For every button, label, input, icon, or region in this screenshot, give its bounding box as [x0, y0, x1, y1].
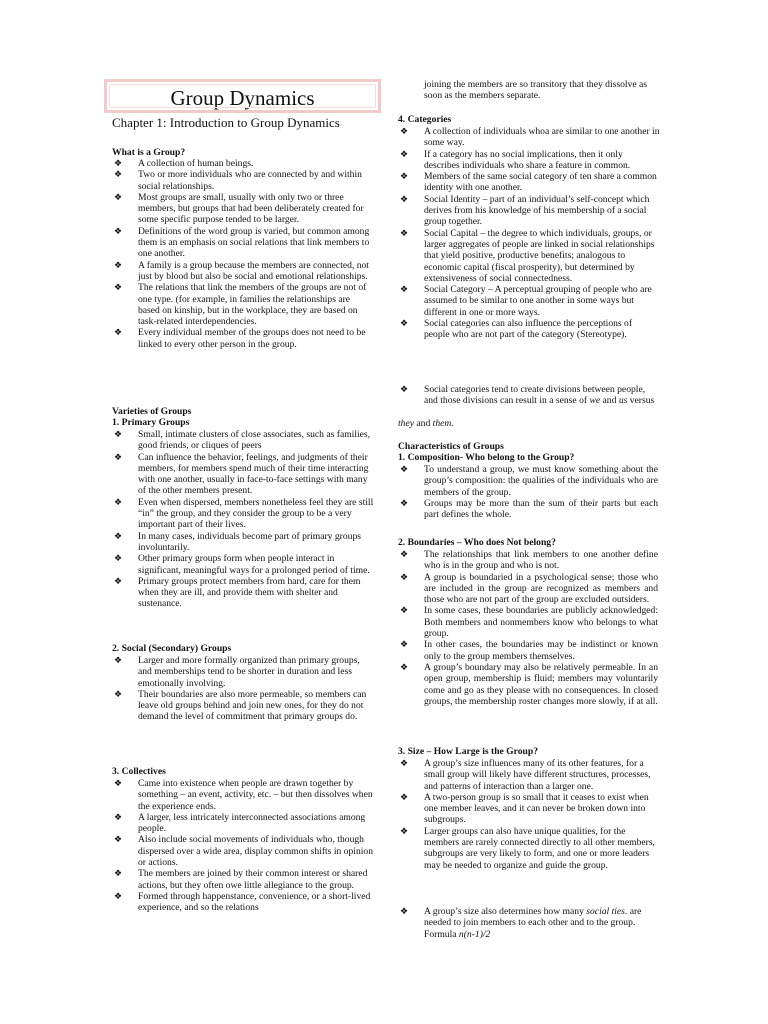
list-item-text: In some cases, these boundaries are publicly acknowledged: Both members and nonmembers know who belongs to what group.	[424, 605, 658, 640]
bullet-icon: ❖	[400, 464, 409, 474]
bullet-icon: ❖	[114, 890, 123, 901]
bullet-icon: ❖	[114, 575, 123, 586]
bullet-icon: ❖	[114, 496, 123, 507]
list-item	[398, 792, 660, 826]
list-item-text: Primary groups protect members from hard, care for them when they are ill, and provide them with shelter and sustenance.	[138, 575, 361, 610]
bullet-icon: ❖	[400, 227, 409, 238]
list-item-text: Larger groups can also have unique qualities, for the members are rarely connected directly to all other members, subgroups are very likely to form, and one or more leaders may be needed to organize and guide the group.	[424, 825, 655, 871]
bullet-icon: ❖	[400, 639, 409, 650]
varieties-heading: Varieties of Groups	[112, 406, 192, 417]
primary-list	[112, 429, 374, 610]
list-item-text: Two or more individuals who are connected by and within social relationships.	[138, 169, 362, 192]
bullet-icon: ❖	[114, 259, 123, 270]
bullet-icon: ❖	[400, 791, 409, 802]
them-text: them.	[432, 418, 454, 429]
list-item	[112, 576, 374, 610]
bullet-icon: ❖	[400, 497, 409, 508]
categories-list	[398, 126, 660, 341]
bullet-icon: ❖	[114, 225, 123, 236]
list-item	[398, 639, 658, 662]
list-item-text: Also include social movements of individuals who, though dispersed over a wide area, display common shifts in opinion or actions.	[138, 834, 373, 869]
list-item-text: Groups may be more than the sum of their parts but each part defines the whole.	[424, 497, 658, 521]
list-item-text: Can influence the behavior, feelings, and judgments of their members, for members spend much of their time interacting with one another, usually in face-to-face settings with many of the other members present.	[138, 451, 369, 497]
composition-heading: 1. Composition- Who belong to the Group?	[398, 452, 575, 463]
bullet-icon: ❖	[114, 451, 123, 462]
bullet-icon: ❖	[114, 811, 123, 822]
list-item	[398, 498, 658, 521]
what-list	[112, 158, 374, 350]
list-item-text: A larger, less intricately interconnected associations among people.	[138, 811, 366, 835]
characteristics-heading: Characteristics of Groups	[398, 441, 504, 452]
bullet-icon: ❖	[114, 327, 123, 338]
bullet-icon: ❖	[114, 553, 123, 564]
list-item-text: A group’s size influences many of its other features, for a small group will likely have different structures, processes, and patterns of interaction than a larger one.	[424, 758, 651, 792]
list-item-text-cont: . are needed to join members to each other and to the group. Formula	[424, 906, 642, 940]
bullet-icon: ❖	[114, 778, 123, 788]
boundaries-list	[398, 549, 658, 707]
bullet-icon: ❖	[400, 825, 409, 836]
bullet-icon: ❖	[400, 318, 409, 329]
list-item	[112, 689, 374, 723]
boundaries-heading: 2. Boundaries – Who does Not belong?	[398, 537, 556, 548]
list-item-text: Came into existence when people are drawn together by something – an event, activity, etc. – but then dissolves when the experience ends.	[138, 778, 373, 812]
bullet-icon: ❖	[400, 661, 409, 672]
bullet-icon: ❖	[114, 868, 123, 879]
list-item	[398, 572, 658, 606]
list-item	[398, 194, 660, 228]
list-item	[112, 192, 374, 226]
list-item-text: If a category has no social implications, then it only describes individuals who share a feature in common.	[424, 148, 631, 171]
categories-last	[398, 384, 660, 407]
list-item	[112, 891, 374, 914]
list-item	[112, 260, 374, 283]
list-item-text: The relationships that link members to one another define who is in the group and who is not.	[424, 549, 658, 572]
list-item	[398, 549, 658, 572]
they-them-line	[398, 418, 660, 429]
list-item-text: The members are joined by their common interest or shared actions, but they often owe little allegiance to the group.	[138, 868, 368, 891]
list-item	[112, 812, 374, 835]
bullet-icon: ❖	[114, 834, 123, 845]
and-text: and	[416, 418, 431, 429]
list-item	[398, 906, 660, 940]
collectives-list	[112, 778, 374, 914]
list-item-text: Definitions of the word group is varied, but common among them is an emphasis on social relations that link members to one another.	[138, 225, 370, 260]
what-heading: What is a Group?	[112, 147, 186, 158]
list-item-text: In many cases, individuals become part of primary groups involuntarily.	[138, 530, 361, 553]
list-item-text: A collection of individuals whoa are similar to one another in some way.	[424, 126, 660, 149]
bullet-icon: ❖	[114, 169, 123, 180]
bullet-icon: ❖	[400, 193, 409, 204]
bullet-icon: ❖	[400, 384, 409, 394]
bullet-icon: ❖	[400, 284, 409, 295]
list-item	[398, 758, 660, 792]
list-item	[398, 464, 658, 498]
social-ties-text: social ties	[586, 906, 625, 917]
list-item-text: A group’s boundary may also be relatively permeable. In an open group, membership is fluid; members may voluntarily come and go as they please with no consequences. In closed groups, the membership roster changes more slowly, if at all.	[424, 661, 658, 707]
formula-text: n(n-1)/2	[458, 928, 491, 940]
size-list	[398, 758, 660, 871]
categories-heading: 4. Categories	[398, 114, 452, 125]
list-item-text: Members of the same social category of ten share a common identity with one another.	[424, 171, 657, 194]
list-item-text: In other cases, the boundaries may be indistinct or known only to the group members themselves.	[424, 639, 658, 662]
list-item	[398, 605, 658, 639]
list-item	[112, 429, 374, 452]
and-text: and	[602, 395, 617, 407]
list-item-text: Social categories can also influence the perceptions of people who are not part of the category (Stereotype).	[424, 318, 633, 341]
list-item	[112, 868, 374, 891]
list-item-text: A group’s size also determines how many	[424, 906, 584, 917]
bullet-icon: ❖	[400, 758, 409, 768]
list-item-text: To understand a group, we must know something about the group’s composition: the qualities of the individuals who are members of the group.	[424, 464, 658, 498]
bullet-icon: ❖	[114, 282, 123, 293]
list-item	[398, 662, 658, 707]
bullet-icon: ❖	[114, 655, 123, 665]
list-item-text: Social Category – A perceptual grouping of people who are assumed to be similar to one another in some ways but different in one or more ways.	[424, 284, 652, 318]
social-heading: 2. Social (Secondary) Groups	[112, 643, 232, 654]
composition-list	[398, 464, 658, 520]
list-item	[112, 497, 374, 531]
page-title: Group Dynamics	[170, 86, 315, 110]
bullet-icon: ❖	[400, 148, 409, 159]
social-list	[112, 655, 374, 723]
list-item	[398, 284, 660, 318]
list-item	[398, 171, 660, 194]
list-item	[112, 226, 374, 260]
bullet-icon: ❖	[400, 549, 409, 559]
list-item	[398, 384, 660, 407]
list-item	[112, 655, 374, 689]
title-box	[104, 79, 381, 113]
chapter-heading: Chapter 1: Introduction to Group Dynamics	[112, 115, 340, 130]
they-text: they	[398, 418, 414, 429]
bullet-icon: ❖	[400, 126, 409, 136]
list-item-text: Their boundaries are also more permeable, so members can leave old groups behind and join new ones, for they do not demand the level of commitment that primary groups do.	[138, 688, 367, 723]
continuation-text: joining the members are so transitory that they dissolve as soon as the members separate.	[424, 79, 648, 102]
list-item-text: A family is a group because the members are connected, not just by blood but also be social and emotional relationships.	[138, 259, 369, 282]
list-item-text: Social categories tend to create divisions between people, and those divisions can result in a sense of	[424, 384, 646, 407]
list-item-text: Larger and more formally organized than primary groups, and memberships tend to be shorter in duration and less emotionally involving.	[138, 655, 360, 689]
list-item-text: Other primary groups form when people interact in significant, meaningful ways for a prolonged period of time.	[138, 553, 370, 576]
list-item-text: Even when dispersed, members nonetheless feel they are still “in” the group, and they consider the group to be a very important part of their lives.	[138, 496, 374, 531]
bullet-icon: ❖	[114, 429, 123, 439]
list-item	[112, 282, 374, 327]
list-item-text: Small, intimate clusters of close associates, such as families, good friends, or cliques of peers	[138, 429, 371, 452]
bullet-icon: ❖	[400, 605, 409, 616]
list-item	[112, 778, 374, 812]
size-last	[398, 906, 660, 940]
list-item	[112, 158, 374, 169]
bullet-icon: ❖	[114, 530, 123, 541]
bullet-icon: ❖	[400, 571, 409, 582]
list-item	[112, 531, 374, 554]
list-item-text: A group is boundaried in a psychological sense; those who are included in the group are recognized as members and those who are not part of the group are excluded outsiders.	[424, 571, 658, 606]
list-item	[112, 327, 374, 350]
bullet-icon: ❖	[114, 158, 123, 168]
list-item	[398, 826, 660, 871]
list-item-text: Every individual member of the groups does not need to be linked to every other person in the group.	[138, 327, 366, 350]
list-item-text: Social Capital – the degree to which individuals, groups, or larger aggregates of people are linked in social relationships that yield positive, productive benefits; analogous to economic capital (fiscal prosperity), but determined by extensiveness of social connectedness.	[424, 227, 655, 284]
list-item	[112, 834, 374, 868]
us-text: us	[618, 395, 628, 407]
bullet-icon: ❖	[400, 906, 409, 916]
list-item-text: The relations that link the members of the groups are not of one type. (for example, in families the relationships are based on kinship, but in the workplace, they are based on task-related interdependencies.	[138, 282, 367, 328]
list-item	[398, 149, 660, 172]
we-text: we	[589, 395, 601, 407]
bullet-icon: ❖	[114, 191, 123, 202]
versus-text: versus	[629, 395, 655, 407]
list-item	[112, 553, 374, 576]
bullet-icon: ❖	[400, 171, 409, 182]
list-item-text: Most groups are small, usually with only two or three members, but groups that had been deliberately created for some specific purpose tended to be larger.	[138, 191, 364, 226]
bullet-icon: ❖	[114, 688, 123, 699]
list-item-text: A two-person group is so small that it ceases to exist when one member leaves, and it can never be broken down into subgroups.	[424, 791, 649, 826]
list-item	[398, 318, 660, 341]
list-item	[112, 452, 374, 497]
list-item-text: Formed through happenstance, convenience, or a short-lived experience, and so the relations	[138, 890, 371, 914]
list-item-text: Social Identity – part of an individual’s self-concept which derives from his knowledge of his membership of a social group together.	[424, 193, 650, 228]
primary-heading: 1. Primary Groups	[112, 417, 190, 428]
collectives-heading: 3. Collectives	[112, 766, 166, 777]
list-item	[112, 169, 374, 192]
size-heading: 3. Size – How Large is the Group?	[398, 746, 538, 757]
list-item	[398, 228, 660, 284]
list-item	[398, 126, 660, 149]
list-item-text: A collection of human beings.	[138, 158, 254, 169]
